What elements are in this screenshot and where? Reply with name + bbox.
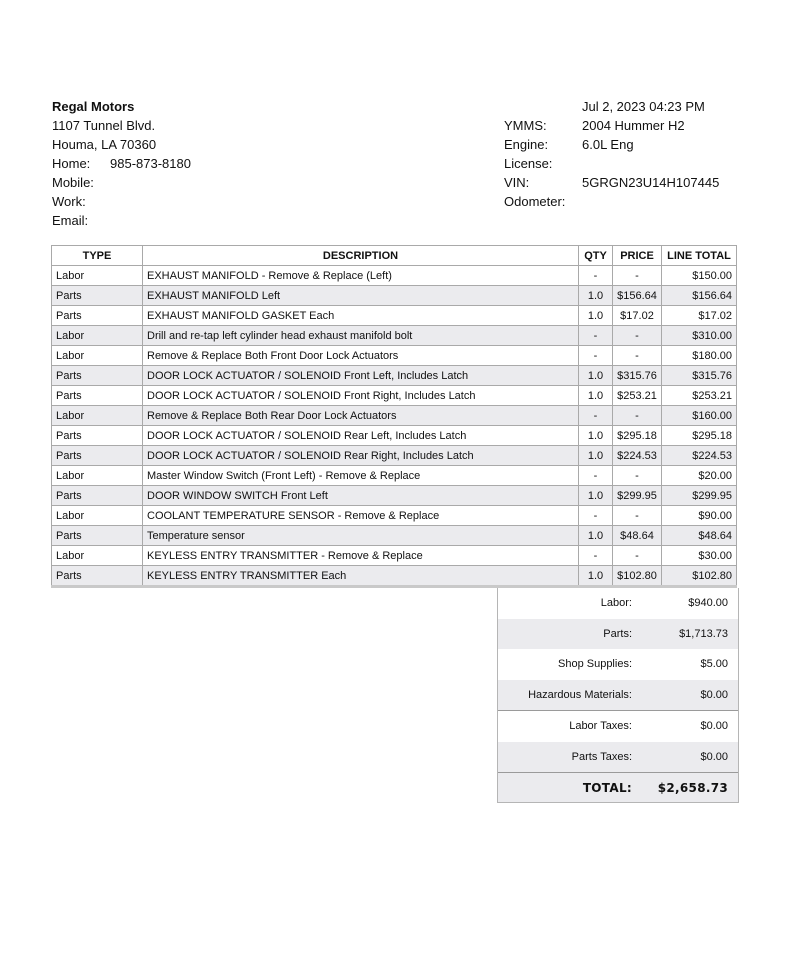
cell-price: $48.64 (613, 526, 662, 546)
cell-description: KEYLESS ENTRY TRANSMITTER Each (143, 566, 579, 587)
table-row (52, 406, 737, 426)
cell-type: Labor (52, 546, 143, 566)
cell-price: $156.64 (613, 286, 662, 306)
cell-price: $295.18 (613, 426, 662, 446)
summary-label: Hazardous Materials: (528, 688, 632, 701)
cell-type: Parts (52, 446, 143, 466)
cell-type: Labor (52, 406, 143, 426)
summary-value: $0.00 (700, 720, 728, 733)
summary-label: Parts: (603, 627, 632, 640)
cell-description: Remove & Replace Both Rear Door Lock Actuators (143, 406, 579, 426)
cell-qty: - (579, 546, 613, 566)
cell-description: DOOR WINDOW SWITCH Front Left (143, 486, 579, 506)
cell-price: - (613, 546, 662, 566)
home-label: Home: (52, 156, 91, 171)
cell-description: DOOR LOCK ACTUATOR / SOLENOID Front Left, Includes Latch (143, 366, 579, 386)
home-phone: 985-873-8180 (110, 156, 191, 171)
cell-type: Parts (52, 426, 143, 446)
col-header-line-total: LINE TOTAL (662, 246, 737, 266)
cell-type: Parts (52, 526, 143, 546)
col-header-price: PRICE (613, 246, 662, 266)
cell-description: KEYLESS ENTRY TRANSMITTER - Remove & Replace (143, 546, 579, 566)
shop-address-line2: Houma, LA 70360 (52, 137, 157, 152)
cell-line-total: $150.00 (662, 266, 737, 286)
summary-label: Shop Supplies: (558, 658, 632, 671)
cell-line-total: $156.64 (662, 286, 737, 306)
cell-price: - (613, 326, 662, 346)
cell-price: $17.02 (613, 306, 662, 326)
table-row (52, 446, 737, 466)
table-row (52, 466, 737, 486)
shop-info (52, 97, 191, 230)
shop-name: Regal Motors (52, 99, 135, 114)
cell-price: $315.76 (613, 366, 662, 386)
cell-qty: - (579, 326, 613, 346)
table-row (52, 386, 737, 406)
table-row (52, 326, 737, 346)
cell-price: - (613, 266, 662, 286)
cell-line-total: $180.00 (662, 346, 737, 366)
email-row (52, 211, 191, 230)
cell-type: Parts (52, 386, 143, 406)
summary-parts (498, 619, 738, 650)
summary-shop-supplies (498, 649, 738, 680)
summary-value: $0.00 (700, 688, 728, 701)
cell-type: Parts (52, 486, 143, 506)
cell-qty: - (579, 346, 613, 366)
cell-price: - (613, 506, 662, 526)
table-row (52, 506, 737, 526)
work-label: Work: (52, 194, 86, 209)
cell-description: DOOR LOCK ACTUATOR / SOLENOID Front Right, Includes Latch (143, 386, 579, 406)
table-row (52, 346, 737, 366)
cell-price: $253.21 (613, 386, 662, 406)
summary-value: $940.00 (688, 597, 728, 610)
table-row (52, 286, 737, 306)
summary-value: $1,713.73 (679, 627, 728, 640)
cell-qty: - (579, 266, 613, 286)
license-label: License: (504, 156, 553, 171)
vin-row (504, 173, 719, 192)
odometer-label: Odometer: (504, 194, 566, 209)
ymms-row (504, 116, 719, 135)
cell-qty: - (579, 406, 613, 426)
cell-type: Parts (52, 566, 143, 587)
cell-qty: 1.0 (579, 486, 613, 506)
total-label: TOTAL: (582, 780, 632, 795)
cell-type: Labor (52, 266, 143, 286)
cell-description: Drill and re-tap left cylinder head exhaust manifold bolt (143, 326, 579, 346)
ymms-label: YMMS: (504, 118, 547, 133)
table-row (52, 546, 737, 566)
cell-description: EXHAUST MANIFOLD Left (143, 286, 579, 306)
cell-qty: 1.0 (579, 306, 613, 326)
engine-label: Engine: (504, 137, 549, 152)
cell-line-total: $310.00 (662, 326, 737, 346)
ymms-value: 2004 Hummer H2 (582, 118, 685, 133)
engine-value: 6.0L Eng (582, 137, 634, 152)
cell-line-total: $30.00 (662, 546, 737, 566)
table-row (52, 486, 737, 506)
cell-type: Parts (52, 306, 143, 326)
cell-type: Parts (52, 366, 143, 386)
mobile-phone-row (52, 173, 191, 192)
summary-label: Parts Taxes: (571, 750, 632, 763)
odometer-row (504, 192, 719, 211)
cell-line-total: $253.21 (662, 386, 737, 406)
summary-value: $0.00 (700, 750, 728, 763)
table-row (52, 306, 737, 326)
cell-description: DOOR LOCK ACTUATOR / SOLENOID Rear Right, Includes Latch (143, 446, 579, 466)
cell-qty: - (579, 466, 613, 486)
cell-line-total: $315.76 (662, 366, 737, 386)
cell-description: EXHAUST MANIFOLD - Remove & Replace (Left) (143, 266, 579, 286)
line-items-table (51, 245, 737, 588)
summary-label: Labor: (600, 597, 632, 610)
summary-parts-taxes (498, 742, 738, 773)
home-phone-row (52, 154, 191, 173)
cell-description: EXHAUST MANIFOLD GASKET Each (143, 306, 579, 326)
summary-labor (498, 588, 738, 619)
cell-line-total: $224.53 (662, 446, 737, 466)
cell-price: - (613, 346, 662, 366)
cell-qty: 1.0 (579, 386, 613, 406)
cell-price: $102.80 (613, 566, 662, 587)
table-row (52, 266, 737, 286)
table-header-row (52, 246, 737, 266)
cell-price: - (613, 406, 662, 426)
cell-description: COOLANT TEMPERATURE SENSOR - Remove & Replace (143, 506, 579, 526)
cell-description: Master Window Switch (Front Left) - Remove & Replace (143, 466, 579, 486)
vin-value: 5GRGN23U14H107445 (582, 175, 720, 190)
cell-description: Temperature sensor (143, 526, 579, 546)
table-row (52, 526, 737, 546)
col-header-type: TYPE (52, 246, 143, 266)
summary-total (498, 772, 738, 802)
cell-price: $299.95 (613, 486, 662, 506)
cell-type: Parts (52, 286, 143, 306)
vin-label: VIN: (504, 175, 530, 190)
summary-value: $5.00 (700, 658, 728, 671)
invoice-datetime: Jul 2, 2023 04:23 PM (582, 99, 705, 114)
cell-qty: 1.0 (579, 526, 613, 546)
cell-description: Remove & Replace Both Front Door Lock Actuators (143, 346, 579, 366)
license-row (504, 154, 719, 173)
cell-type: Labor (52, 506, 143, 526)
cell-line-total: $90.00 (662, 506, 737, 526)
cell-line-total: $299.95 (662, 486, 737, 506)
cell-type: Labor (52, 326, 143, 346)
total-value: $2,658.73 (657, 780, 728, 795)
shop-address-line1: 1107 Tunnel Blvd. (52, 118, 156, 133)
summary-hazmat (498, 680, 738, 711)
table-row (52, 566, 737, 587)
cell-qty: 1.0 (579, 366, 613, 386)
summary-labor-taxes (498, 710, 738, 742)
cell-line-total: $295.18 (662, 426, 737, 446)
cell-type: Labor (52, 466, 143, 486)
cell-line-total: $160.00 (662, 406, 737, 426)
col-header-qty: QTY (579, 246, 613, 266)
mobile-label: Mobile: (52, 175, 94, 190)
table-row (52, 366, 737, 386)
vehicle-info (504, 97, 719, 211)
cell-qty: - (579, 506, 613, 526)
cell-line-total: $102.80 (662, 566, 737, 587)
email-label: Email: (52, 213, 89, 228)
table-row (52, 426, 737, 446)
cell-qty: 1.0 (579, 446, 613, 466)
cell-line-total: $17.02 (662, 306, 737, 326)
cell-price: $224.53 (613, 446, 662, 466)
cell-type: Labor (52, 346, 143, 366)
col-header-description: DESCRIPTION (143, 246, 579, 266)
summary-label: Labor Taxes: (569, 720, 632, 733)
cell-line-total: $20.00 (662, 466, 737, 486)
work-phone-row (52, 192, 191, 211)
totals-summary (497, 588, 739, 803)
cell-qty: 1.0 (579, 426, 613, 446)
cell-qty: 1.0 (579, 566, 613, 587)
engine-row (504, 135, 719, 154)
cell-qty: 1.0 (579, 286, 613, 306)
cell-price: - (613, 466, 662, 486)
cell-description: DOOR LOCK ACTUATOR / SOLENOID Rear Left, Includes Latch (143, 426, 579, 446)
cell-line-total: $48.64 (662, 526, 737, 546)
